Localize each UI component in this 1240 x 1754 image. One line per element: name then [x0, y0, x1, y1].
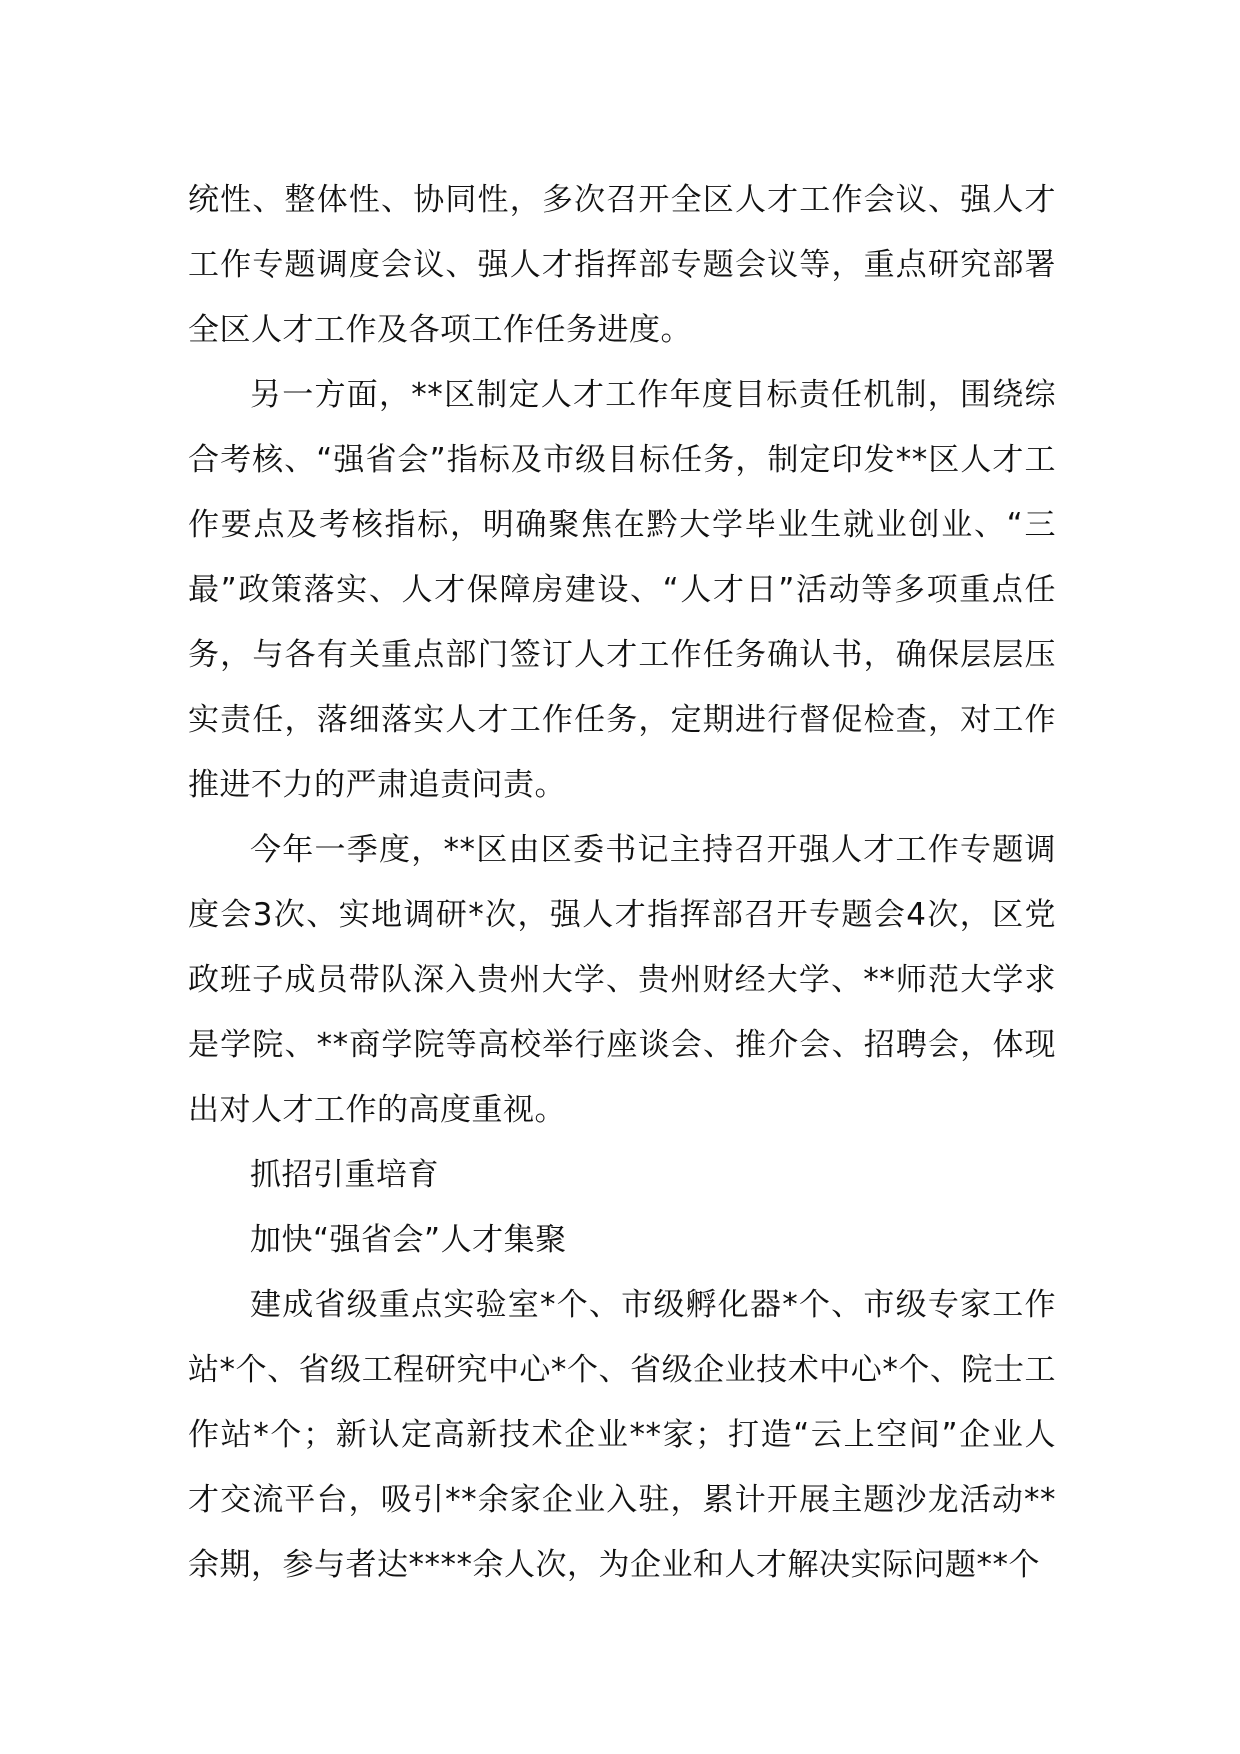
paragraph-first-quarter: 今年一季度，**区由区委书记主持召开强人才工作专题调度会3次、实地调研*次，强人才指挥部召开专题会4次，区党政班子成员带队深入贵州大学、贵州财经大学、**师范大学求是学院、**商学院等高校举行座谈会、推介会、招聘会，体现出对人才工作的高度重视。 [188, 832, 1056, 1128]
paragraph-target-responsibility: 另一方面，**区制定人才工作年度目标责任机制，围绕综合考核、“强省会”指标及市级目标任务，制定印发**区人才工作要点及考核指标，明确聚焦在黔大学毕业生就业创业、“三最”政策落实、人才保障房建设、“人才日”活动等多项重点任务，与各有关重点部门签订人才工作任务确认书，确保层层压实责任，落细落实人才工作任务，定期进行督促检查，对工作推进不力的严肃追责问责。 [188, 377, 1056, 803]
section-heading-recruit: 抓招引重培育 [250, 1157, 439, 1193]
paragraph-achievements: 建成省级重点实验室*个、市级孵化器*个、市级专家工作站*个、省级工程研究中心*个、省级企业技术中心*个、院士工作站*个；新认定高新技术企业**家；打造“云上空间”企业人才交流平台，吸引**余家企业入驻，累计开展主题沙龙活动**余期，参与者达****余人次，为企业和人才解决实际问题**个 [188, 1287, 1056, 1583]
section-subheading-talent-gathering: 加快“强省会”人才集聚 [250, 1222, 567, 1258]
paragraph-continued: 统性、整体性、协同性，多次召开全区人才工作会议、强人才工作专题调度会议、强人才指挥部专题会议等，重点研究部署全区人才工作及各项工作任务进度。 [188, 182, 1056, 348]
document-body [188, 168, 1056, 1598]
